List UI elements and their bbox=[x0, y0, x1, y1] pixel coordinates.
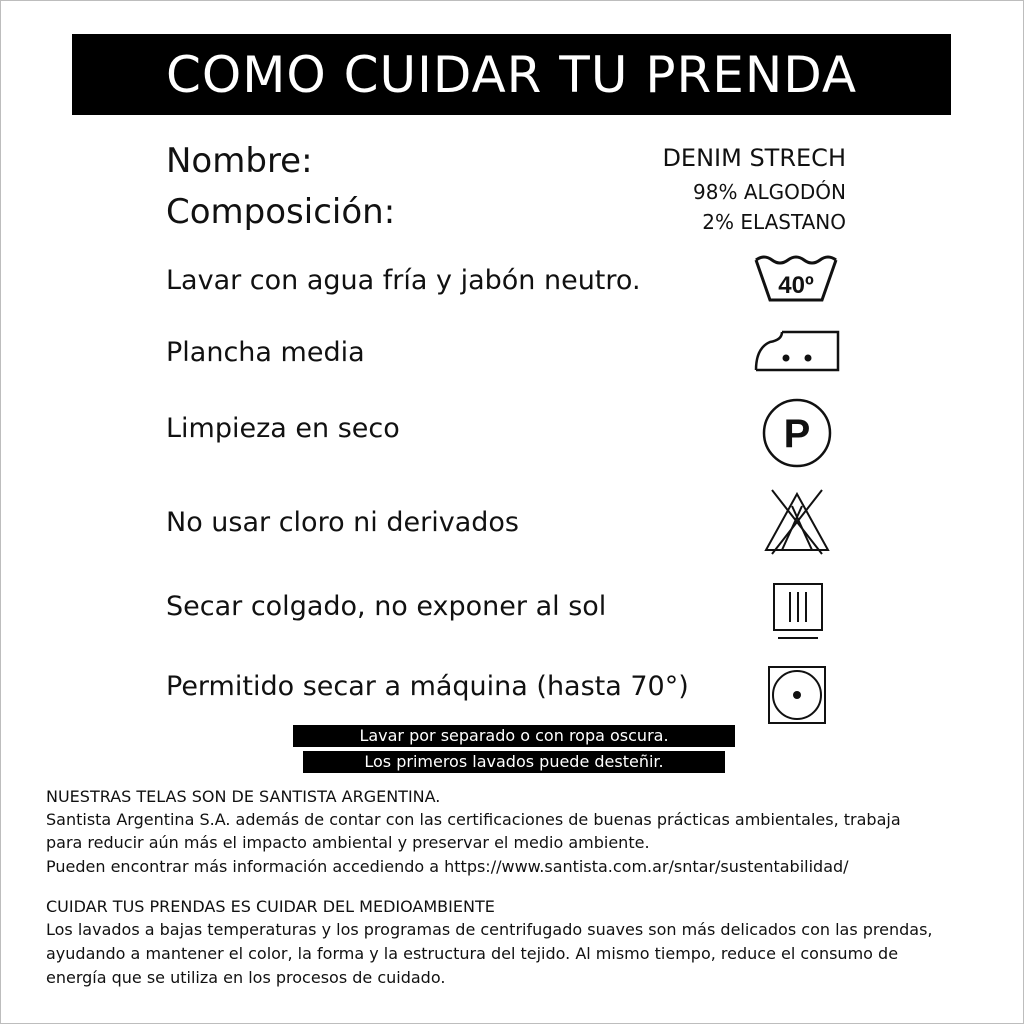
dry-clean-p-icon bbox=[761, 397, 833, 469]
section2-line-2: ayudando a mantener el color, la forma y la estructura del tejido. Al mismo tiempo, reduce el consumo de bbox=[46, 944, 899, 963]
section1-line-2: para reducir aún más el impacto ambiental y preservar el medio ambiente. bbox=[46, 833, 650, 852]
section1-line-3: Pueden encontrar más información accediendo a https://www.santista.com.ar/sntar/sustentabilidad/ bbox=[46, 857, 849, 876]
composicion-value-1: 98% ALGODÓN bbox=[693, 180, 846, 204]
composicion-label: Composición: bbox=[166, 192, 396, 232]
line-dry-shade-icon bbox=[770, 580, 826, 644]
page-title: COMO CUIDAR TU PRENDA bbox=[72, 34, 951, 115]
wash-temp-label: 40º bbox=[778, 272, 814, 299]
iron-two-dots-icon bbox=[752, 326, 842, 376]
care-text-dry-clean: Limpieza en seco bbox=[166, 413, 400, 444]
section2-heading: CUIDAR TUS PRENDAS ES CUIDAR DEL MEDIOAMBIENTE bbox=[46, 897, 495, 916]
care-text-line-dry: Secar colgado, no exponer al sol bbox=[166, 591, 607, 622]
care-text-tumble-dry: Permitido secar a máquina (hasta 70°) bbox=[166, 671, 689, 702]
section1-line-1: Santista Argentina S.A. además de contar con las certificaciones de buenas prácticas ambientales, trabaja bbox=[46, 810, 901, 829]
section2-line-1: Los lavados a bajas temperaturas y los programas de centrifugado suaves son más delicados con las prendas, bbox=[46, 920, 933, 939]
wash-40-icon bbox=[750, 250, 842, 306]
dry-clean-letter: P bbox=[783, 412, 811, 456]
note-wash-separately: Lavar por separado o con ropa oscura. bbox=[293, 725, 735, 747]
nombre-value: DENIM STRECH bbox=[662, 144, 846, 172]
nombre-label: Nombre: bbox=[166, 141, 313, 181]
section1-heading: NUESTRAS TELAS SON DE SANTISTA ARGENTINA. bbox=[46, 787, 441, 806]
composicion-value-2: 2% ELASTANO bbox=[702, 210, 846, 234]
section2-line-3: energía que se utiliza en los procesos de cuidado. bbox=[46, 968, 446, 987]
care-text-iron: Plancha media bbox=[166, 337, 365, 368]
tumble-dry-icon bbox=[766, 664, 828, 726]
no-bleach-icon bbox=[762, 488, 832, 558]
care-text-wash: Lavar con agua fría y jabón neutro. bbox=[166, 265, 641, 296]
note-may-fade: Los primeros lavados puede desteñir. bbox=[303, 751, 725, 773]
care-text-no-bleach: No usar cloro ni derivados bbox=[166, 507, 519, 538]
